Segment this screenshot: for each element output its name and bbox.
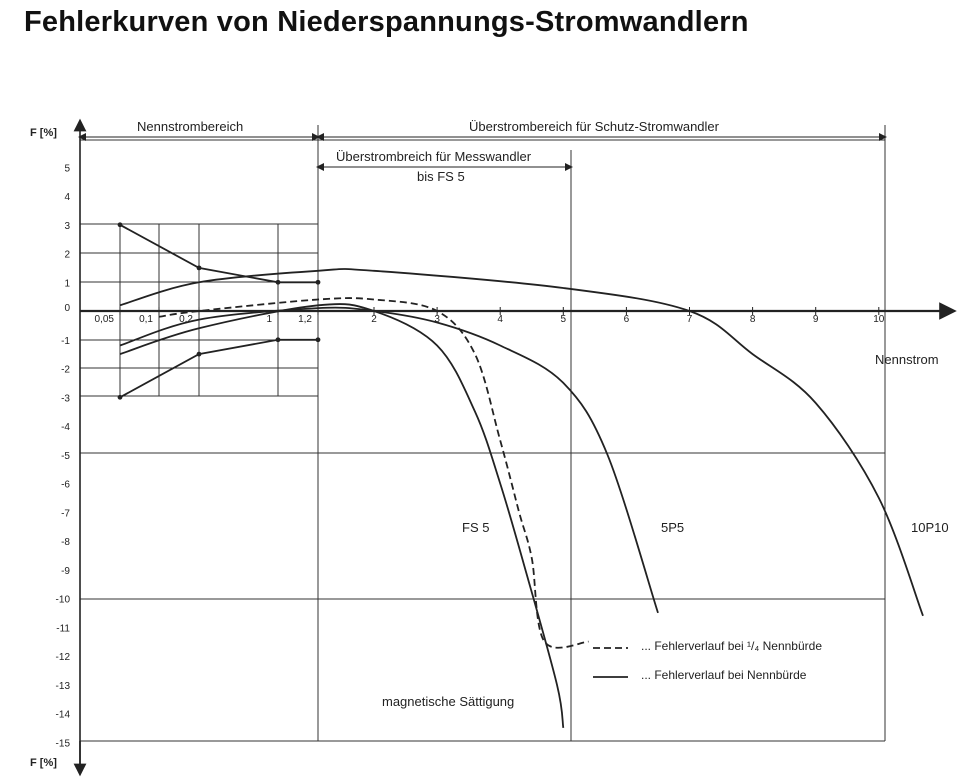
region-label-mess-sub: bis FS 5 [417,169,465,184]
x-tick-label: 5 [560,314,567,325]
y-tick-label: 0 [64,303,70,314]
y-tick-label: -15 [55,738,70,750]
y-tick-labels [56,163,71,749]
x-tick-label: 1 [266,314,272,325]
x-tick-label: 7 [686,314,693,325]
x-tick-label: 3 [434,314,440,325]
y-tick-label: 3 [64,220,70,232]
x-tick-labels [95,307,885,325]
y-axis-label-bottom: F [%] [30,757,57,769]
region-label-mess: Überstrombreich für Messwandler [336,149,532,164]
y-tick-label: -1 [61,335,70,347]
x-tick-label: 1,2 [298,314,312,325]
y-tick-label: 4 [64,192,70,203]
axes [80,125,948,770]
series-line-3 [120,269,923,616]
y-tick-label: 1 [64,278,70,290]
region-label-schutz: Überstrombereich für Schutz-Stromwandler [469,119,719,134]
y-tick-label: -7 [61,508,70,520]
y-axis-label: F [%] [30,127,57,139]
y-tick-label: -4 [61,422,70,433]
y-tick-label: 2 [64,249,70,261]
page-title: Fehlerkurven von Niederspannungs-Stromwandlern [24,6,749,38]
region-label-nennstrom: Nennstrombereich [137,119,244,134]
y-tick-label: -2 [61,364,70,376]
curve-label-10p10: 10P10 [911,520,949,535]
legend [593,639,822,682]
x-tick-label: 0,05 [94,314,114,325]
y-tick-label: -5 [61,450,70,462]
y-tick-label: -13 [55,680,70,692]
x-tick-label: 8 [749,314,756,325]
y-tick-label: -9 [61,565,70,577]
legend-dashed-label: ... Fehlerverlauf bei ¹/₄ Nennbürde [641,639,822,653]
y-tick-label: -14 [55,709,70,721]
y-tick-label: 5 [64,163,70,175]
y-tick-label: -11 [56,623,70,635]
x-axis-label: Nennstrom [875,352,939,367]
saturation-label: magnetische Sättigung [382,694,515,709]
y-tick-label: -6 [61,479,70,491]
limit-point [118,222,123,227]
y-tick-label: -10 [55,594,70,606]
curve-label-fs5: FS 5 [462,520,490,535]
x-tick-label: 0,1 [139,314,153,325]
curve-label-5p5: 5P5 [661,520,685,535]
legend-solid-label: ... Fehlerverlauf bei Nennbürde [641,668,807,682]
y-tick-label: -12 [55,652,70,663]
limit-point [316,337,321,342]
x-tick-label: 0,2 [179,314,193,325]
x-tick-label: 6 [623,314,630,325]
y-tick-label: -3 [61,393,70,405]
limit-point [276,337,281,342]
limit-point [316,280,321,285]
series-line-2 [120,340,318,398]
limit-point [197,352,202,357]
limit-point [276,280,281,285]
x-tick-label: 10 [873,314,885,325]
x-tick-label: 4 [497,314,503,325]
x-tick-label: 2 [371,314,377,325]
y-tick-label: -8 [61,537,70,548]
x-tick-label: 9 [812,314,819,325]
limit-point [197,265,202,270]
limit-point [118,395,123,400]
